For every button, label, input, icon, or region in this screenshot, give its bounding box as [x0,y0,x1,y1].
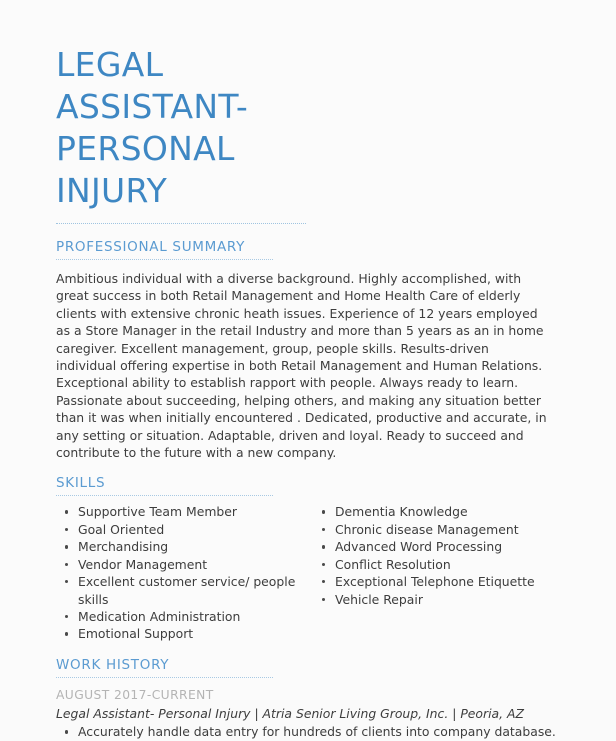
skills-list-left [56,503,303,642]
work-history-jobs [56,687,560,741]
job-date: AUGUST 2017-CURRENT [56,687,214,702]
section-heading-professional-summary: PROFESSIONAL SUMMARY [56,239,246,255]
skill-item: Exceptional Telephone Etiquette [335,573,560,590]
skill-item: Vehicle Repair [335,591,560,608]
skill-item: Advanced Word Processing [335,538,560,555]
section-divider [56,677,273,679]
section-work-history [56,657,560,741]
section-heading-work-history: WORK HISTORY [56,656,170,673]
skill-item: Medication Administration [78,608,303,625]
skill-item: Dementia Knowledge [335,503,560,520]
section-divider [56,495,273,497]
skill-item: Supportive Team Member [78,503,303,520]
job-title-line: Legal Assistant- Personal Injury | Atria Senior Living Group, Inc. | Peoria, AZ [56,705,524,721]
title-divider [56,223,306,225]
skill-item: Conflict Resolution [335,556,560,573]
skill-item: Chronic disease Management [335,521,560,538]
professional-summary-text: Ambitious individual with a diverse background. Highly accomplished, with great success in both Retail Management and Home Health Care of elderly clients with extensive chronic heath issues. Experience of 12 years employed as a Store Manager in the retail Industry and more than 5 years as an in home caregiver. Excellent management, group, people skills. Results-driven individual offering expertise in both Retail Management and Human Relations. Exceptional ability to establish rapport with people. Always ready to learn. Passionate about succeeding, helping others, and making any situation better than it was when initially encountered . Dedicated, productive and accurate, in any setting or situation. Adaptable, driven and loyal. Ready to succeed and contribute to the future with a new company. [56,271,547,461]
skills-column-right [313,503,560,642]
job-bullet-item: Accurately handle data entry for hundreds of clients into company database. [78,723,560,740]
skills-columns [56,503,560,642]
skill-item: Vendor Management [78,556,303,573]
section-heading-skills: SKILLS [56,475,106,492]
section-professional-summary [56,239,560,461]
skills-column-left [56,503,313,642]
section-divider [56,259,273,261]
section-skills [56,475,560,642]
skills-list-right [313,503,560,607]
page-title: LEGAL ASSISTANT- PERSONAL INJURY [56,45,249,210]
skill-item: Emotional Support [78,625,303,642]
skill-item: Excellent customer service/ people skills [78,573,303,608]
skill-item: Goal Oriented [78,521,303,538]
job-bullet-list [56,723,560,740]
skill-item: Merchandising [78,538,303,555]
